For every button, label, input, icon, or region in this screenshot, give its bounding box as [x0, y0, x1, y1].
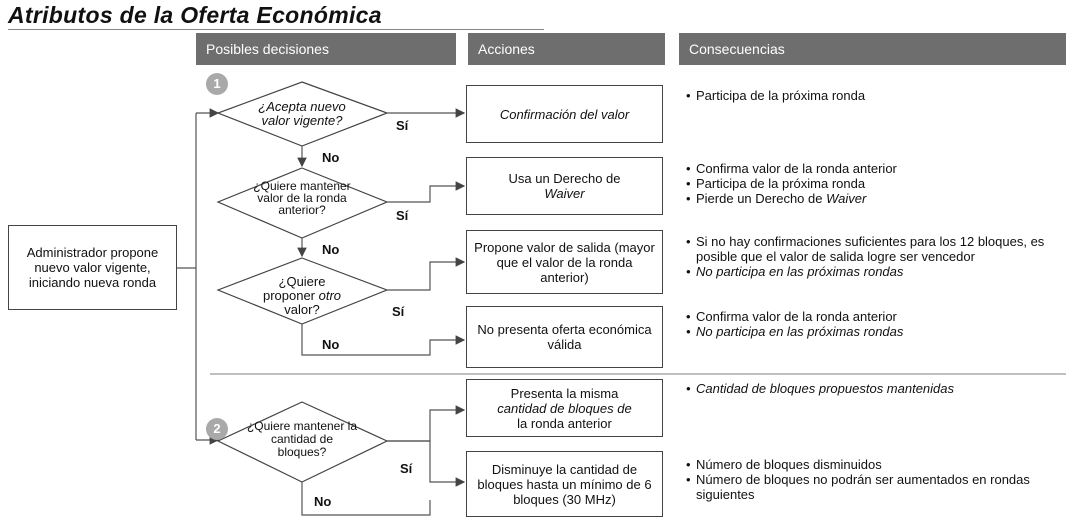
label-yes-4: Sí — [400, 461, 413, 476]
consequence-item: • Confirma valor de la ronda anterior — [686, 309, 1066, 324]
consequences-keep-value — [686, 161, 1066, 206]
label-yes-2: Sí — [396, 208, 409, 223]
consequences-accept — [686, 88, 1066, 103]
label-no-2: No — [322, 242, 340, 257]
action-same-blocks: Presenta la misma cantidad de bloques de la ronda anterior — [466, 379, 663, 437]
decision-keep-blocks: ¿Quiere mantener la cantidad de bloques? — [246, 419, 358, 459]
label-no-1: No — [322, 150, 340, 165]
step-1-badge: 1 — [206, 73, 228, 95]
start-box: Administrador propone nuevo valor vigente, iniciando nueva ronda — [8, 225, 177, 310]
header-consequences: Consecuencias — [679, 33, 1066, 65]
consequence-item: • Número de bloques no podrán ser aumentados en rondas siguientes — [686, 472, 1066, 502]
consequence-item: • Participa de la próxima ronda — [686, 88, 1066, 103]
action-decrease-blocks: Disminuye la cantidad de bloques hasta un mínimo de 6 bloques (30 MHz) — [466, 451, 663, 517]
consequences-propose-value — [686, 234, 1066, 279]
consequences-same-blocks — [686, 381, 1066, 396]
consequence-item: • Si no hay confirmaciones suficientes para los 12 bloques, es posible que el valor de salida logre ser vencedor — [686, 234, 1066, 264]
action-confirm-value: Confirmación del valor — [466, 85, 663, 143]
consequence-item: • Pierde un Derecho de Waiver — [686, 191, 1066, 206]
consequence-item: • Cantidad de bloques propuestos mantenidas — [686, 381, 1066, 396]
action-propose-exit-value: Propone valor de salida (mayor que el valor de la ronda anterior) — [466, 230, 663, 294]
decision-accept-value: ¿Acepta nuevo valor vigente? — [258, 99, 346, 128]
label-no-4: No — [314, 494, 332, 509]
label-no-3: No — [322, 337, 340, 352]
consequence-item: • Confirma valor de la ronda anterior — [686, 161, 1066, 176]
action-use-waiver: Usa un Derecho de Waiver — [466, 157, 663, 215]
label-yes-3: Sí — [392, 304, 405, 319]
step-2-badge: 2 — [206, 418, 228, 440]
header-actions: Acciones — [468, 33, 665, 65]
consequences-no-offer — [686, 309, 1066, 339]
decision-propose-value: ¿Quiere proponer otro valor? — [262, 274, 342, 317]
consequence-item: • Participa de la próxima ronda — [686, 176, 1066, 191]
decision-keep-value: ¿Quiere mantener valor de la ronda anterior? — [253, 179, 351, 217]
consequence-item: • No participa en las próximas rondas — [686, 264, 1066, 279]
consequence-item: • Número de bloques disminuidos — [686, 457, 1066, 472]
page-title: Atributos de la Oferta Económica — [8, 2, 382, 28]
consequence-item: • No participa en las próximas rondas — [686, 324, 1066, 339]
header-decisions: Posibles decisiones — [196, 33, 456, 65]
label-yes-1: Sí — [396, 118, 409, 133]
action-no-valid-offer: No presenta oferta económica válida — [466, 306, 663, 368]
consequences-decrease-blocks — [686, 457, 1066, 502]
